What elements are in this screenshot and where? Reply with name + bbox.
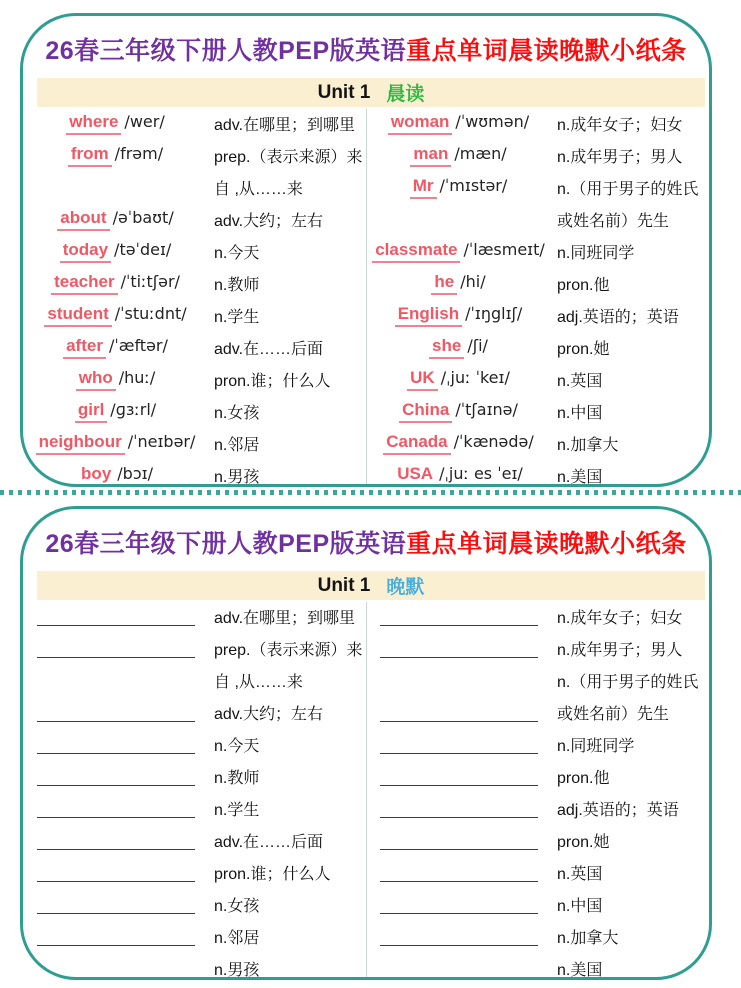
chinese-meaning: pron.她 <box>557 833 610 851</box>
page-title <box>23 31 709 67</box>
phonetic-transcription: /hi/ <box>460 271 486 291</box>
chinese-meaning: adv.在哪里；到哪里 <box>214 116 356 134</box>
chinese-meaning: n.同班同学 <box>557 244 635 262</box>
chinese-meaning: n.（用于男子的姓氏 <box>557 673 699 691</box>
chinese-meaning: n.（用于男子的姓氏 <box>557 180 699 198</box>
word-cell <box>366 400 551 423</box>
vocab-row <box>366 888 708 920</box>
vocab-row <box>366 363 708 395</box>
phonetic-transcription: /ˈwʊmən/ <box>455 111 530 131</box>
phonetic-transcription: /ˈtʃaɪnə/ <box>455 399 518 419</box>
fill-in-blank-line <box>380 766 538 786</box>
word-cell <box>366 336 551 359</box>
chinese-meaning: n.学生 <box>214 801 260 819</box>
chinese-meaning: pron.他 <box>557 276 610 294</box>
column-divider <box>366 602 367 980</box>
fill-in-blank-line <box>380 606 538 626</box>
chinese-meaning: pron.谁；什么人 <box>214 372 331 390</box>
chinese-meaning: n.学生 <box>214 308 260 326</box>
unit-label: Unit 1 <box>317 574 371 596</box>
phonetic-transcription: /ˈtiːtʃər/ <box>120 271 180 291</box>
answer-cell <box>23 926 208 946</box>
phonetic-transcription: /ˈæftər/ <box>108 335 168 355</box>
answer-cell <box>23 638 208 658</box>
english-word: about <box>57 208 109 231</box>
fill-in-blank-line <box>380 958 538 978</box>
vocab-row <box>23 632 366 664</box>
answer-cell <box>366 958 551 978</box>
fill-in-blank-line <box>380 638 538 658</box>
fill-in-blank-line <box>37 926 195 946</box>
word-cell <box>23 304 208 327</box>
word-cell <box>366 368 551 391</box>
english-word: neighbour <box>36 432 125 455</box>
vocab-row <box>366 331 708 363</box>
chinese-meaning: n.英国 <box>557 865 603 883</box>
word-cell <box>366 272 551 295</box>
word-cell <box>23 112 208 135</box>
chinese-meaning: n.今天 <box>214 737 260 755</box>
word-cell <box>23 272 208 295</box>
chinese-meaning: n.男孩 <box>214 961 260 979</box>
answer-cell <box>23 894 208 914</box>
fill-in-blank-line <box>380 926 538 946</box>
vocab-row <box>366 267 708 299</box>
vocab-row <box>23 728 366 760</box>
answer-cell <box>23 958 208 978</box>
page-title-series: 26春三年级下册人教PEP版英语 <box>45 37 407 65</box>
chinese-meaning: n.中国 <box>557 897 603 915</box>
word-cell <box>23 208 208 231</box>
vocab-row <box>366 235 708 267</box>
phonetic-transcription: /huː/ <box>118 367 156 387</box>
word-cell <box>23 464 208 487</box>
vocab-row <box>23 299 366 331</box>
chinese-meaning: n.邻居 <box>214 929 260 947</box>
answer-cell <box>23 734 208 754</box>
word-cell <box>366 112 551 135</box>
dotted-cut-line <box>0 490 741 495</box>
english-word: she <box>429 336 464 359</box>
english-word: after <box>63 336 106 359</box>
fill-in-blank-line <box>380 862 538 882</box>
page-title <box>23 524 709 560</box>
english-word: English <box>395 304 462 327</box>
vocab-row <box>366 299 708 331</box>
vocab-row <box>23 856 366 888</box>
phonetic-transcription: /təˈdeɪ/ <box>114 239 172 259</box>
vocab-row <box>23 171 366 203</box>
vocab-row <box>366 696 708 728</box>
answer-cell <box>23 766 208 786</box>
vocab-row <box>366 139 708 171</box>
vocab-columns <box>23 600 709 980</box>
english-word: girl <box>75 400 107 423</box>
vocab-row <box>23 760 366 792</box>
vocab-row <box>23 107 366 139</box>
vocab-row <box>366 395 708 427</box>
english-word: where <box>66 112 121 135</box>
fill-in-blank-line <box>37 798 195 818</box>
chinese-meaning: n.成年男子；男人 <box>557 148 683 166</box>
fill-in-blank-line <box>37 734 195 754</box>
fill-in-blank-line <box>37 766 195 786</box>
mode-label-morning: 晨读 <box>386 84 425 105</box>
vocab-row <box>366 920 708 952</box>
vocab-row <box>23 331 366 363</box>
chinese-meaning: adv.大约；左右 <box>214 705 324 723</box>
vocab-row <box>23 203 366 235</box>
chinese-meaning: n.同班同学 <box>557 737 635 755</box>
vocab-column-right <box>366 107 708 487</box>
vocab-row <box>23 888 366 920</box>
english-word: he <box>431 272 457 295</box>
chinese-meaning: 自 ,从……来 <box>214 180 303 198</box>
word-cell <box>366 176 551 199</box>
fill-in-blank-line <box>380 894 538 914</box>
vocab-row <box>23 139 366 171</box>
chinese-meaning: prep.（表示来源）来 <box>214 148 363 166</box>
vocab-row <box>366 664 708 696</box>
answer-cell <box>366 734 551 754</box>
dictation-column-right <box>366 600 708 980</box>
phonetic-transcription: /ˈɪŋglɪʃ/ <box>465 303 523 323</box>
answer-cell <box>23 606 208 626</box>
page-title-subject: 重点单词晨读晚默小纸条 <box>406 37 687 65</box>
vocab-row <box>23 600 366 632</box>
vocab-row <box>366 427 708 459</box>
vocab-row <box>23 824 366 856</box>
fill-in-blank-line <box>380 798 538 818</box>
word-cell <box>23 240 208 263</box>
chinese-meaning: adv.大约；左右 <box>214 212 324 230</box>
vocab-row <box>23 920 366 952</box>
phonetic-transcription: /bɔɪ/ <box>117 463 153 483</box>
fill-in-blank-line <box>380 702 538 722</box>
vocab-row <box>366 760 708 792</box>
vocab-row <box>23 267 366 299</box>
fill-in-blank-line <box>380 830 538 850</box>
phonetic-transcription: /ˌjuː es ˈeɪ/ <box>439 463 523 483</box>
word-cell <box>23 368 208 391</box>
chinese-meaning: pron.他 <box>557 769 610 787</box>
answer-cell <box>366 798 551 818</box>
english-word: teacher <box>51 272 117 295</box>
fill-in-blank-line <box>37 894 195 914</box>
answer-cell <box>366 638 551 658</box>
english-word: from <box>68 144 112 167</box>
unit-header-bar <box>37 571 705 600</box>
panel-morning-reading <box>20 13 712 487</box>
word-cell <box>23 336 208 359</box>
unit-label: Unit 1 <box>317 81 371 103</box>
chinese-meaning: pron.谁；什么人 <box>214 865 331 883</box>
vocab-row <box>366 203 708 235</box>
chinese-meaning: pron.她 <box>557 340 610 358</box>
chinese-meaning: adv.在哪里；到哪里 <box>214 609 356 627</box>
chinese-meaning: 自 ,从……来 <box>214 673 303 691</box>
vocab-row <box>366 856 708 888</box>
chinese-meaning: n.美国 <box>557 961 603 979</box>
vocab-column-left <box>23 107 366 487</box>
fill-in-blank-line <box>37 638 195 658</box>
english-word: student <box>44 304 111 327</box>
vocab-row <box>366 792 708 824</box>
chinese-meaning: 或姓名前）先生 <box>557 212 670 230</box>
vocab-row <box>23 664 366 696</box>
fill-in-blank-line <box>37 702 195 722</box>
vocab-row <box>23 792 366 824</box>
word-cell <box>366 432 551 455</box>
vocab-row <box>366 171 708 203</box>
english-word: who <box>76 368 116 391</box>
answer-cell <box>23 798 208 818</box>
answer-cell <box>366 862 551 882</box>
fill-in-blank-line <box>37 606 195 626</box>
phonetic-transcription: /ˌjuː ˈkeɪ/ <box>440 367 510 387</box>
phonetic-transcription: /frəm/ <box>114 143 164 163</box>
chinese-meaning: n.成年女子；妇女 <box>557 609 683 627</box>
phonetic-transcription: /wer/ <box>124 111 165 131</box>
chinese-meaning: n.英国 <box>557 372 603 390</box>
word-cell <box>366 304 551 327</box>
english-word: Canada <box>383 432 450 455</box>
english-word: UK <box>407 368 438 391</box>
chinese-meaning: n.教师 <box>214 769 260 787</box>
chinese-meaning: n.成年男子；男人 <box>557 641 683 659</box>
answer-cell <box>366 606 551 626</box>
chinese-meaning: n.加拿大 <box>557 929 619 947</box>
english-word: China <box>399 400 452 423</box>
vocab-row <box>366 728 708 760</box>
answer-cell <box>366 766 551 786</box>
mode-label-evening: 晚默 <box>386 577 425 598</box>
chinese-meaning: n.女孩 <box>214 897 260 915</box>
answer-cell <box>366 894 551 914</box>
english-word: Mr <box>410 176 437 199</box>
chinese-meaning: n.今天 <box>214 244 260 262</box>
fill-in-blank-line <box>37 830 195 850</box>
answer-cell <box>23 702 208 722</box>
phonetic-transcription: /ˈneɪbər/ <box>127 431 196 451</box>
vocab-row <box>23 363 366 395</box>
chinese-meaning: n.中国 <box>557 404 603 422</box>
chinese-meaning: n.男孩 <box>214 468 260 486</box>
fill-in-blank-line <box>37 958 195 978</box>
english-word: classmate <box>372 240 460 263</box>
chinese-meaning: n.邻居 <box>214 436 260 454</box>
word-cell <box>366 464 551 487</box>
vocab-row <box>23 696 366 728</box>
chinese-meaning: n.女孩 <box>214 404 260 422</box>
fill-in-blank-line <box>380 734 538 754</box>
column-divider <box>366 109 367 487</box>
dictation-column-left <box>23 600 366 980</box>
vocab-row <box>23 427 366 459</box>
vocab-columns <box>23 107 709 487</box>
answer-cell <box>23 830 208 850</box>
chinese-meaning: n.成年女子；妇女 <box>557 116 683 134</box>
english-word: boy <box>78 464 114 487</box>
vocab-row <box>366 459 708 487</box>
english-word: man <box>410 144 451 167</box>
phonetic-transcription: /ʃi/ <box>467 335 488 355</box>
chinese-meaning: n.加拿大 <box>557 436 619 454</box>
vocab-row <box>366 824 708 856</box>
english-word: USA <box>394 464 436 487</box>
page-title-subject: 重点单词晨读晚默小纸条 <box>406 530 687 558</box>
vocab-row <box>366 632 708 664</box>
phonetic-transcription: /ɡɜːrl/ <box>110 399 157 419</box>
word-cell <box>23 400 208 423</box>
page-title-series: 26春三年级下册人教PEP版英语 <box>45 530 407 558</box>
answer-cell <box>366 702 551 722</box>
phonetic-transcription: /mæn/ <box>454 143 507 163</box>
english-word: woman <box>388 112 453 135</box>
chinese-meaning: adj.英语的；英语 <box>557 308 679 326</box>
chinese-meaning: adj.英语的；英语 <box>557 801 679 819</box>
vocab-row <box>23 952 366 980</box>
chinese-meaning: n.教师 <box>214 276 260 294</box>
vocab-row <box>366 107 708 139</box>
answer-cell <box>366 926 551 946</box>
chinese-meaning: prep.（表示来源）来 <box>214 641 363 659</box>
word-cell <box>366 240 551 263</box>
phonetic-transcription: /ˈkænədə/ <box>453 431 534 451</box>
answer-cell <box>23 862 208 882</box>
unit-header-bar <box>37 78 705 107</box>
fill-in-blank-line <box>37 862 195 882</box>
chinese-meaning: adv.在……后面 <box>214 340 324 358</box>
vocab-row <box>366 600 708 632</box>
word-cell <box>366 144 551 167</box>
vocab-row <box>23 459 366 487</box>
chinese-meaning: adv.在……后面 <box>214 833 324 851</box>
phonetic-transcription: /ˈmɪstər/ <box>439 175 508 195</box>
vocab-row <box>23 235 366 267</box>
word-cell <box>23 144 208 167</box>
phonetic-transcription: /ˈlæsmeɪt/ <box>463 239 545 259</box>
english-word: today <box>60 240 111 263</box>
vocab-row <box>366 952 708 980</box>
phonetic-transcription: /ˈstuːdnt/ <box>114 303 187 323</box>
chinese-meaning: 或姓名前）先生 <box>557 705 670 723</box>
answer-cell <box>366 830 551 850</box>
chinese-meaning: n.美国 <box>557 468 603 486</box>
panel-evening-dictation <box>20 506 712 980</box>
word-cell <box>23 432 208 455</box>
phonetic-transcription: /əˈbaʊt/ <box>112 207 174 227</box>
vocab-row <box>23 395 366 427</box>
